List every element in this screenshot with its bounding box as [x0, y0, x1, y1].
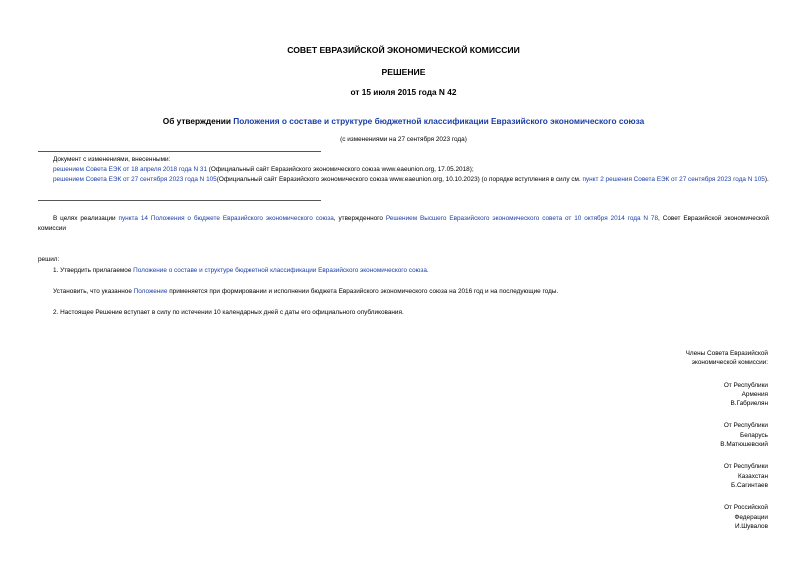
decided-label: решил: — [38, 256, 60, 263]
preamble-link-2[interactable]: Решением Высшего Евразийского экономического совета от 10 октября 2014 года N 78 — [385, 215, 659, 222]
changes-intro: Документ с изменениями, внесенными: — [53, 156, 171, 163]
point-1b-text: Установить, что указанное — [53, 288, 134, 295]
signature-name: В.Матюшевский — [720, 441, 768, 449]
preamble — [38, 214, 769, 234]
signature-line-1: От Республики — [723, 381, 768, 389]
signature-name: Б.Сагинтаев — [731, 481, 768, 489]
point-1b-end: применяется при формировании и исполнении бюджета Евразийского экономического союза на 2016 год и на последующие годы. — [167, 288, 559, 295]
change-2-link2[interactable]: пункт 2 решения Совета ЕЭК от 27 сентября 2023 года N 105 — [582, 175, 765, 183]
change-2-end: ). — [764, 175, 769, 183]
divider-bottom — [38, 200, 321, 201]
point-1b-link[interactable]: Положение — [133, 288, 168, 295]
preamble-link-1[interactable]: пункта 14 Положения о бюджете Евразийского экономического союза — [118, 215, 334, 222]
signature-line-1: От Республики — [723, 422, 768, 430]
document-date: от 15 июля 2015 года N 42 — [350, 87, 457, 97]
document-type: РЕШЕНИЕ — [381, 67, 426, 77]
signature-name: И.Шувалов — [734, 522, 768, 530]
preamble-text-2: , утвержденного — [333, 215, 386, 222]
signature-kazakhstan — [608, 462, 768, 490]
change-item-2 — [38, 175, 775, 185]
signature-line-2: Беларусь — [740, 431, 768, 439]
change-1-link[interactable]: решением Совета ЕЭК от 18 апреля 2018 года N 31 — [53, 165, 208, 173]
preamble-text-1: В целях реализации — [53, 215, 119, 222]
point-1-text: 1. Утвердить прилагаемое — [53, 267, 134, 274]
signature-line-2: Армения — [741, 390, 768, 398]
signature-russia — [608, 503, 768, 531]
change-1-text: (Официальный сайт Евразийского экономического союза www.eaeunion.org, 17.05.2018); — [207, 165, 474, 173]
signature-name: В.Габриелян — [730, 400, 768, 408]
issuing-body: СОВЕТ ЕВРАЗИЙСКОЙ ЭКОНОМИЧЕСКОЙ КОМИССИИ — [287, 45, 520, 55]
signatures-block — [608, 349, 768, 544]
signature-line-2: Казахстан — [738, 472, 768, 480]
signatures-intro-line-1: Члены Совета Евразийской — [685, 350, 768, 357]
divider-top — [38, 151, 321, 152]
point-2: 2. Настоящее Решение вступает в силу по истечении 10 календарных дней с даты его официального опубликования. — [53, 309, 404, 316]
signature-armenia — [608, 381, 768, 409]
point-1-end: . — [426, 267, 429, 274]
title-prefix: Об утверждении — [162, 116, 234, 126]
signatures-intro — [608, 349, 768, 368]
point-1 — [38, 266, 769, 276]
preamble-text-3: , Совет Евразийской экономической комиссии — [38, 215, 770, 232]
signature-belarus — [608, 421, 768, 449]
change-2-text: (Официальный сайт Евразийского экономического союза www.eaeunion.org, 10.10.2023) (о порядке вступления в силу см. — [216, 175, 583, 183]
signature-line-1: От Российской — [724, 504, 768, 512]
changes-block — [53, 155, 775, 184]
change-item-1 — [53, 165, 775, 175]
title-link[interactable]: Положения о составе и структуре бюджетной классификации Евразийского экономического союза — [233, 116, 645, 126]
signature-line-1: От Республики — [723, 463, 768, 471]
revision-note: (с изменениями на 27 сентября 2023 года) — [340, 136, 467, 143]
signature-line-2: Федерации — [734, 513, 768, 521]
point-1-link[interactable]: Положение о составе и структуре бюджетной классификации Евразийского экономического союза — [133, 267, 427, 274]
signatures-intro-line-2: экономической комиссии: — [691, 359, 768, 367]
document-title — [0, 116, 807, 126]
point-1-b — [38, 287, 769, 297]
change-2-link[interactable]: решением Совета ЕЭК от 27 сентября 2023 года N 105 — [53, 175, 217, 183]
